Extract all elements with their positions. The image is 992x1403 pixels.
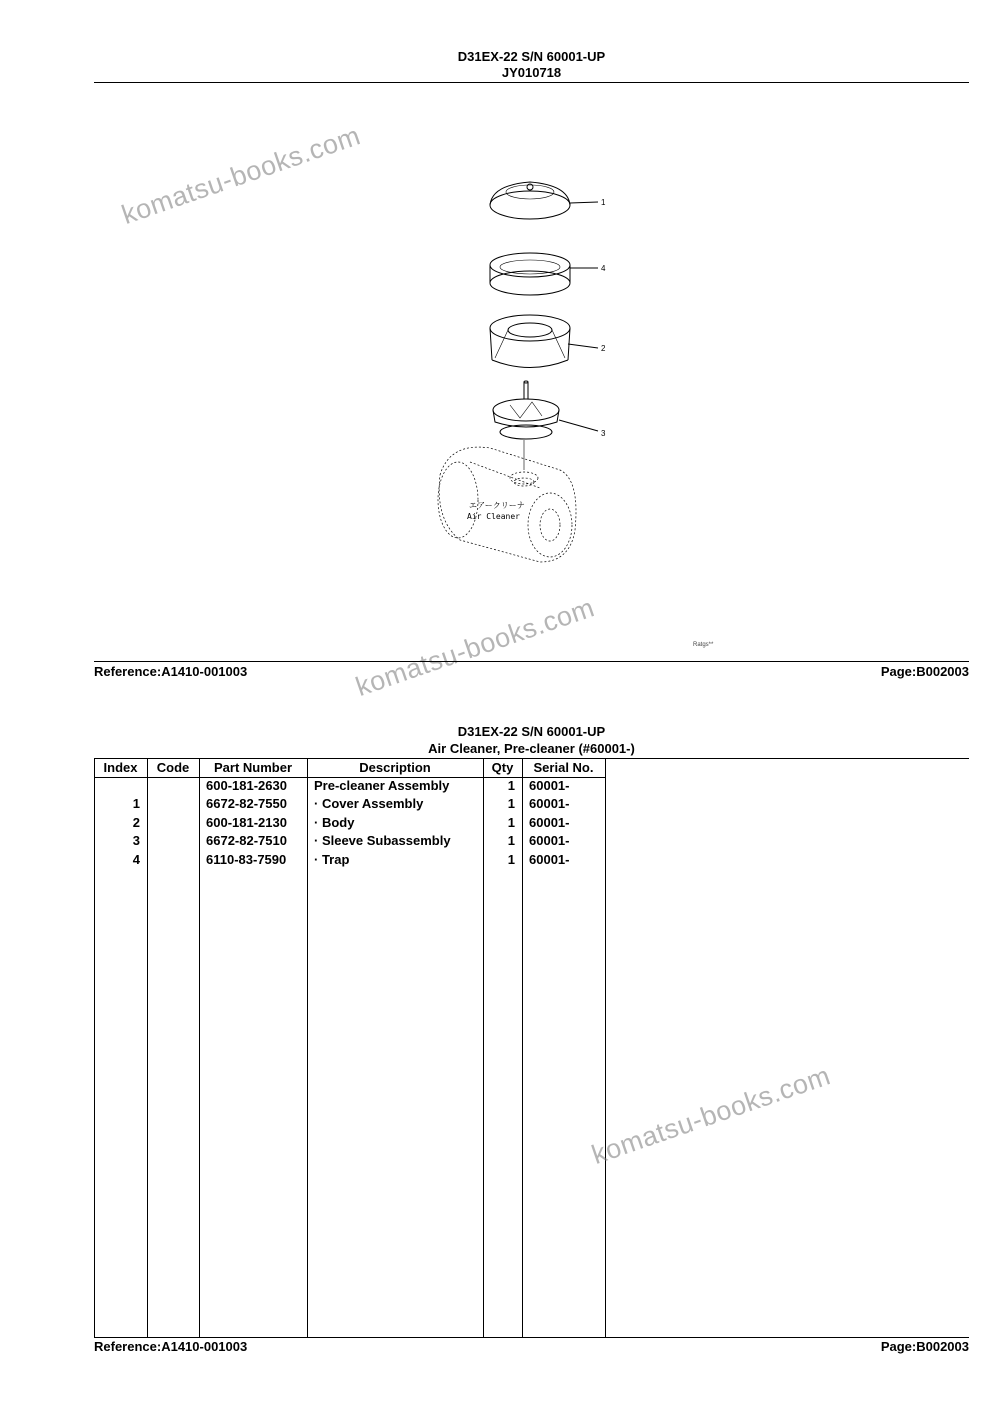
body-drawing xyxy=(490,315,598,368)
page-subtitle: JY010718 xyxy=(501,65,562,80)
table-row-index: 4 xyxy=(132,852,140,867)
header-divider xyxy=(94,82,969,83)
table-row-description: · Cover Assembly xyxy=(314,796,424,811)
table-row-serial: 60001- xyxy=(529,833,570,848)
column-header-code: Code xyxy=(156,760,190,775)
table-row-part-number: 600-181-2130 xyxy=(206,815,287,830)
table-row-qty: 1 xyxy=(507,833,515,848)
air-cleaner-exploded-diagram xyxy=(420,170,620,570)
diagram-caption-en: Air Cleaner xyxy=(467,512,520,521)
column-header-qty: Qty xyxy=(491,760,514,775)
watermark: komatsu-books.com xyxy=(587,1060,835,1171)
callout-2: 2 xyxy=(601,344,606,353)
table-row-index: 3 xyxy=(132,833,140,848)
parts-table xyxy=(94,758,969,1338)
table-row-description: · Sleeve Subassembly xyxy=(314,833,451,848)
column-header-part-number: Part Number xyxy=(213,760,293,775)
table-row-serial: 60001- xyxy=(529,815,570,830)
table-row-serial: 60001- xyxy=(529,778,570,793)
callout-4: 4 xyxy=(601,264,606,273)
watermark: komatsu-books.com xyxy=(117,120,365,231)
page-title: D31EX-22 S/N 60001-UP xyxy=(457,49,606,64)
sleeve-subassembly-drawing xyxy=(493,381,598,439)
reference-label-top: Reference:A1410-001003 xyxy=(94,664,248,679)
table-row-index: 1 xyxy=(132,796,140,811)
table-row-serial: 60001- xyxy=(529,796,570,811)
illustration-id-mark: Ratgs** xyxy=(693,642,714,648)
table-row-index: 2 xyxy=(132,815,140,830)
table-row-part-number: 6110-83-7590 xyxy=(206,852,287,867)
column-header-index: Index xyxy=(103,760,138,775)
table-row-qty: 1 xyxy=(507,852,515,867)
reference-label-bottom: Reference:A1410-001003 xyxy=(94,1339,248,1354)
diagram-caption-jp: エアークリーナ xyxy=(469,501,525,510)
table-bottom-border xyxy=(94,1337,969,1338)
cover-assembly-drawing xyxy=(490,182,598,219)
parts-list-title: D31EX-22 S/N 60001-UP xyxy=(457,724,606,739)
table-row-part-number: 6672-82-7510 xyxy=(206,833,287,848)
table-row-description: Pre-cleaner Assembly xyxy=(314,778,450,793)
callout-1: 1 xyxy=(601,198,606,207)
table-row-description: · Trap xyxy=(314,852,350,867)
table-row-qty: 1 xyxy=(507,778,515,793)
column-header-serial: Serial No. xyxy=(533,760,594,775)
page-label-bottom: Page:B002003 xyxy=(880,1339,969,1354)
table-row-part-number: 6672-82-7550 xyxy=(206,796,287,811)
table-row-qty: 1 xyxy=(507,815,515,830)
table-row-description: · Body xyxy=(314,815,355,830)
column-header-description: Description xyxy=(359,760,431,775)
parts-list-subtitle: Air Cleaner, Pre-cleaner (#60001-) xyxy=(428,741,635,756)
table-row-part-number: 600-181-2630 xyxy=(206,778,287,793)
watermark: komatsu-books.com xyxy=(351,592,599,703)
table-row-qty: 1 xyxy=(507,796,515,811)
footer-divider-top xyxy=(94,661,969,662)
table-row-serial: 60001- xyxy=(529,852,570,867)
page-label-top: Page:B002003 xyxy=(880,664,969,679)
trap-drawing xyxy=(490,253,598,295)
callout-3: 3 xyxy=(601,429,606,438)
